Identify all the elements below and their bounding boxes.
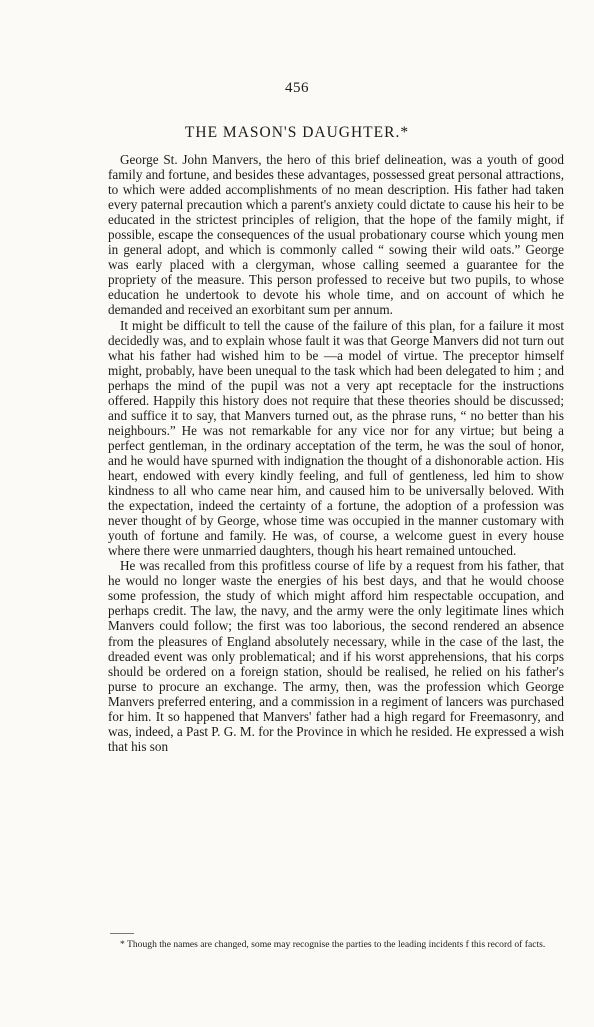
page-number: 456 [285,80,309,96]
paragraph-3: He was recalled from this profitless course of life by a request from his father, that he would no longer waste the energies of his best days, and that he would choose some profession, the study of which might afford him respectable occupation, and perhaps credit. The law, the navy, and the army were the only legitimate lines which Manvers could follow; the first was too laborious, the second rendered an absence from the pleasures of England absolutely necessary, while in the case of the last, the dreaded event was only problematical; and if his worst apprehensions, that his corps should be ordered on a foreign station, should be realised, he relied on his father's purse to procure an exchange. The army, then, was the profession which George Manvers preferred entering, and a commission in a regiment of lancers was purchased for him. It so happened that Manvers' father had a high regard for Freemasonry, and was, indeed, a Past P. G. M. for the Province in which he resided. He expressed a wish that his son [108,558,564,754]
paragraph-1: George St. John Manvers, the hero of this brief delineation, was a youth of good family and fortune, and besides these advantages, possessed great personal attractions, to which were added accomplishments of no mean description. His father had taken every paternal precaution which a parent's anxiety could dictate to cause his heir to be educated in the strictest principles of religion, that the hope of the family might, if possible, escape the consequences of the usual probationary course which young men in general adopt, and which is commonly called “ sowing their wild oats.” George was early placed with a clergyman, whose calling seemed a guarantee for the propriety of the measure. This person professed to receive but two pupils, to whose education he undertook to devote his whole time, and on account of which he demanded and received an exorbitant sum per annum. [108,152,564,318]
footnote: * Though the names are changed, some may recognise the parties to the leading incidents f this record of facts. [120,939,546,950]
paragraph-2: It might be difficult to tell the cause of the failure of this plan, for a failure it most decidedly was, and to explain whose fault it was that George Manvers did not turn out what his father had wished him to be —a model of virtue. The preceptor himself might, probably, have been unequal to the task which had been delegated to him ; and perhaps the mind of the pupil was not a very apt receptacle for the instructions offered. Happily this history does not require that these theories should be discussed; and suffice it to say, that Manvers turned out, as the phrase runs, “ no better than his neighbours.” He was not remarkable for any vice nor for any virtue; but being a perfect gentleman, in the ordinary acceptation of the term, he was the soul of honor, and he would have spurned with indignation the thought of a dishonorable action. His heart, endowed with every kindly feeling, and full of gentleness, led him to show kindness to all who came near him, and caused him to be universally beloved. With the expectation, indeed the certainty of a fortune, the adoption of a profession was never thought of by George, whose time was occupied in the manner customary with youth of fortune and family. He was, of course, a welcome guest in every house where there were unmarried daughters, though his heart remained untouched. [108,317,564,559]
body-text [108,152,564,754]
chapter-title: THE MASON'S DAUGHTER.* [184,124,410,141]
footnote-rule [110,933,134,934]
